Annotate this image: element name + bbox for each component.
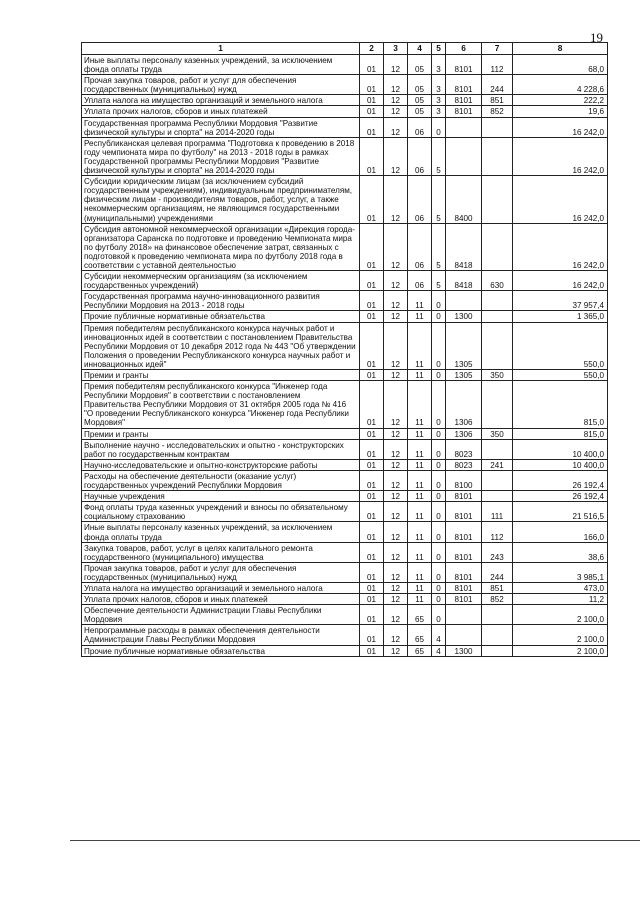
code-expense-type: 241 [482, 459, 513, 470]
code-section: 01 [360, 502, 384, 522]
code-subprogram: 5 [432, 176, 446, 223]
code-target: 1300 [446, 311, 482, 322]
row-description: Премии и гранты [82, 428, 360, 439]
row-amount: 16 242,0 [513, 271, 608, 291]
code-expense-type [482, 137, 513, 175]
row-amount: 37 957,4 [513, 291, 608, 311]
table-row [82, 117, 608, 137]
row-description: Субсидия автономной некоммерческой организации «Дирекция города-организатора Саранска по подготовке и проведению Чемпионата мира по футболу 2018» на финансовое обеспечение затрат, связанных с подготовкой к проведению чемпионата мира по футболу 2018 года в соответствии с уставной деятельностью [82, 223, 360, 270]
code-subsection: 12 [384, 625, 408, 645]
code-expense-type [482, 470, 513, 490]
row-amount: 815,0 [513, 428, 608, 439]
budget-table [81, 42, 608, 657]
code-program: 11 [408, 522, 432, 542]
row-description: Уплата прочих налогов, сборов и иных платежей [82, 106, 360, 117]
row-amount: 2 100,0 [513, 605, 608, 625]
row-amount: 4 228,6 [513, 75, 608, 95]
column-header: 7 [482, 43, 513, 55]
table-row [82, 645, 608, 656]
budget-table-body [82, 55, 608, 657]
code-subsection: 12 [384, 223, 408, 270]
code-target: 1306 [446, 381, 482, 428]
code-expense-type [482, 645, 513, 656]
code-section: 01 [360, 542, 384, 562]
row-description: Государственная программа Республики Мордовия "Развитие физической культуры и спорта" на 2014-2020 годы [82, 117, 360, 137]
code-subsection: 12 [384, 106, 408, 117]
code-expense-type: 350 [482, 370, 513, 381]
code-expense-type: 852 [482, 106, 513, 117]
code-expense-type: 112 [482, 55, 513, 75]
code-subprogram: 0 [432, 117, 446, 137]
code-section: 01 [360, 291, 384, 311]
code-program: 06 [408, 271, 432, 291]
row-amount: 21 516,5 [513, 502, 608, 522]
code-subprogram: 0 [432, 502, 446, 522]
row-amount: 16 242,0 [513, 223, 608, 270]
table-row [82, 428, 608, 439]
row-amount: 68,0 [513, 55, 608, 75]
code-subsection: 12 [384, 605, 408, 625]
code-section: 01 [360, 137, 384, 175]
column-header: 5 [432, 43, 446, 55]
code-program: 06 [408, 223, 432, 270]
code-subsection: 12 [384, 322, 408, 369]
code-subsection: 12 [384, 562, 408, 582]
code-target: 8101 [446, 562, 482, 582]
code-subprogram: 0 [432, 370, 446, 381]
code-program: 65 [408, 625, 432, 645]
code-section: 01 [360, 625, 384, 645]
code-expense-type: 243 [482, 542, 513, 562]
code-program: 11 [408, 491, 432, 502]
code-section: 01 [360, 594, 384, 605]
code-subprogram: 0 [432, 322, 446, 369]
code-program: 06 [408, 137, 432, 175]
code-subprogram: 0 [432, 522, 446, 542]
code-section: 01 [360, 582, 384, 593]
code-section: 01 [360, 95, 384, 106]
code-section: 01 [360, 370, 384, 381]
code-expense-type: 112 [482, 522, 513, 542]
code-target: 1305 [446, 322, 482, 369]
code-program: 05 [408, 106, 432, 117]
code-subprogram: 3 [432, 95, 446, 106]
code-expense-type: 244 [482, 75, 513, 95]
code-section: 01 [360, 223, 384, 270]
code-section: 01 [360, 491, 384, 502]
code-program: 11 [408, 542, 432, 562]
row-description: Выполнение научно - исследовательских и опытно - конструкторских работ по государственным контрактам [82, 439, 360, 459]
table-row [82, 522, 608, 542]
row-description: Уплата прочих налогов, сборов и иных платежей [82, 594, 360, 605]
code-target: 8101 [446, 542, 482, 562]
code-target: 1305 [446, 370, 482, 381]
code-section: 01 [360, 55, 384, 75]
code-subprogram: 5 [432, 271, 446, 291]
code-expense-type: 630 [482, 271, 513, 291]
code-section: 01 [360, 117, 384, 137]
code-target: 8101 [446, 75, 482, 95]
code-subsection: 12 [384, 95, 408, 106]
row-amount: 11,2 [513, 594, 608, 605]
row-description: Фонд оплаты труда казенных учреждений и взносы по обязательному социальному страхованию [82, 502, 360, 522]
code-expense-type [482, 311, 513, 322]
row-amount: 1 365,0 [513, 311, 608, 322]
code-subsection: 12 [384, 439, 408, 459]
table-row [82, 176, 608, 223]
table-row [82, 491, 608, 502]
code-program: 05 [408, 95, 432, 106]
code-subsection: 12 [384, 428, 408, 439]
scan-edge-line [70, 840, 640, 841]
code-expense-type [482, 322, 513, 369]
code-subsection: 12 [384, 370, 408, 381]
code-subprogram: 0 [432, 439, 446, 459]
code-subsection: 12 [384, 271, 408, 291]
table-row [82, 625, 608, 645]
row-description: Государственная программа научно-инновационного развития Республики Мордовия на 2013 - 2018 годы [82, 291, 360, 311]
code-expense-type [482, 625, 513, 645]
code-section: 01 [360, 439, 384, 459]
code-program: 11 [408, 370, 432, 381]
code-section: 01 [360, 381, 384, 428]
code-subprogram: 0 [432, 381, 446, 428]
code-subprogram: 0 [432, 594, 446, 605]
code-program: 11 [408, 381, 432, 428]
code-expense-type: 350 [482, 428, 513, 439]
code-program: 05 [408, 75, 432, 95]
row-amount: 26 192,4 [513, 491, 608, 502]
table-row [82, 106, 608, 117]
row-amount: 815,0 [513, 381, 608, 428]
code-section: 01 [360, 271, 384, 291]
code-section: 01 [360, 322, 384, 369]
row-amount: 16 242,0 [513, 176, 608, 223]
code-expense-type: 244 [482, 562, 513, 582]
row-description: Научно-исследовательские и опытно-конструкторские работы [82, 459, 360, 470]
code-section: 01 [360, 522, 384, 542]
row-amount: 550,0 [513, 370, 608, 381]
code-subprogram: 0 [432, 311, 446, 322]
code-target: 8101 [446, 491, 482, 502]
table-row [82, 470, 608, 490]
code-subprogram: 0 [432, 470, 446, 490]
table-row [82, 542, 608, 562]
code-expense-type: 851 [482, 582, 513, 593]
row-description: Субсидии некоммерческим организациям (за исключением государственных учреждений) [82, 271, 360, 291]
code-section: 01 [360, 428, 384, 439]
code-target: 8418 [446, 223, 482, 270]
code-target: 8101 [446, 582, 482, 593]
code-expense-type [482, 291, 513, 311]
row-description: Уплата налога на имущество организаций и земельного налога [82, 582, 360, 593]
code-target [446, 625, 482, 645]
code-target: 8101 [446, 522, 482, 542]
code-target: 8400 [446, 176, 482, 223]
row-description: Научные учреждения [82, 491, 360, 502]
table-row [82, 271, 608, 291]
code-subsection: 12 [384, 311, 408, 322]
row-description: Расходы на обеспечение деятельности (оказание услуг) государственных учреждений Республики Мордовия [82, 470, 360, 490]
code-subsection: 12 [384, 542, 408, 562]
code-target [446, 117, 482, 137]
row-description: Премия победителям республиканского конкурса "Инженер года Республики Мордовия" в соответствии с постановлением Правительства Республики Мордовия от 31 октября 2005 года № 416 "О проведении Республиканского конкурса "Инженер года Республики Мордовия" [82, 381, 360, 428]
code-program: 11 [408, 502, 432, 522]
code-expense-type [482, 381, 513, 428]
row-amount: 550,0 [513, 322, 608, 369]
code-expense-type: 851 [482, 95, 513, 106]
table-row [82, 562, 608, 582]
row-amount: 38,6 [513, 542, 608, 562]
code-subsection: 12 [384, 176, 408, 223]
table-row [82, 137, 608, 175]
header-row [82, 43, 608, 55]
row-amount: 473,0 [513, 582, 608, 593]
code-subsection: 12 [384, 491, 408, 502]
code-subsection: 12 [384, 582, 408, 593]
row-description: Обеспечение деятельности Администрации Главы Республики Мордовия [82, 605, 360, 625]
code-target [446, 605, 482, 625]
row-amount: 10 400,0 [513, 439, 608, 459]
code-subprogram: 0 [432, 428, 446, 439]
code-program: 11 [408, 439, 432, 459]
code-section: 01 [360, 645, 384, 656]
row-amount: 222,2 [513, 95, 608, 106]
row-description: Премия победителям республиканского конкурса научных работ и инновационных идей в соответствии с постановлением Правительства Республики Мордовия от 10 декабря 2012 года № 443 "Об утверждении Положения о проведении Республиканского конкурса научных работ и инновационных идей" [82, 322, 360, 369]
code-subprogram: 5 [432, 137, 446, 175]
row-description: Прочая закупка товаров, работ и услуг для обеспечения государственных (муниципальных) нужд [82, 75, 360, 95]
code-subsection: 12 [384, 291, 408, 311]
code-target: 8100 [446, 470, 482, 490]
code-subsection: 12 [384, 55, 408, 75]
code-target: 8023 [446, 439, 482, 459]
row-description: Иные выплаты персоналу казенных учреждений, за исключением фонда оплаты труда [82, 522, 360, 542]
code-subprogram: 4 [432, 645, 446, 656]
code-subsection: 12 [384, 75, 408, 95]
code-subprogram: 3 [432, 106, 446, 117]
table-row [82, 311, 608, 322]
code-target: 1300 [446, 645, 482, 656]
row-description: Прочие публичные нормативные обязательства [82, 645, 360, 656]
code-section: 01 [360, 459, 384, 470]
table-row [82, 439, 608, 459]
table-row [82, 370, 608, 381]
table-row [82, 582, 608, 593]
code-program: 11 [408, 562, 432, 582]
table-row [82, 322, 608, 369]
table-row [82, 459, 608, 470]
code-subprogram: 0 [432, 291, 446, 311]
code-program: 11 [408, 311, 432, 322]
code-target: 8101 [446, 594, 482, 605]
row-amount: 2 100,0 [513, 645, 608, 656]
row-description: Субсидии юридическим лицам (за исключением субсидий государственным учреждениям), индивидуальным предпринимателям, физическим лицам - производителям товаров, работ, услуг, а также некоммерческим организациям, не являющимся государственными (муниципальными) учреждениями [82, 176, 360, 223]
code-subprogram: 0 [432, 562, 446, 582]
code-section: 01 [360, 176, 384, 223]
code-subsection: 12 [384, 459, 408, 470]
column-header: 2 [360, 43, 384, 55]
row-description: Уплата налога на имущество организаций и земельного налога [82, 95, 360, 106]
column-header: 3 [384, 43, 408, 55]
code-subprogram: 0 [432, 582, 446, 593]
code-target: 8101 [446, 106, 482, 117]
row-amount: 19,6 [513, 106, 608, 117]
code-section: 01 [360, 470, 384, 490]
table-row [82, 605, 608, 625]
code-section: 01 [360, 311, 384, 322]
code-program: 65 [408, 645, 432, 656]
code-program: 11 [408, 291, 432, 311]
code-target [446, 137, 482, 175]
code-program: 11 [408, 428, 432, 439]
row-description: Непрограммные расходы в рамках обеспечения деятельности Администрации Главы Республики Мордовия [82, 625, 360, 645]
code-section: 01 [360, 605, 384, 625]
code-subsection: 12 [384, 470, 408, 490]
table-row [82, 502, 608, 522]
code-subprogram: 0 [432, 491, 446, 502]
code-program: 05 [408, 55, 432, 75]
page-number: 19 [590, 30, 603, 45]
code-subprogram: 3 [432, 55, 446, 75]
code-expense-type [482, 491, 513, 502]
code-subsection: 12 [384, 594, 408, 605]
code-expense-type [482, 117, 513, 137]
code-target: 8101 [446, 55, 482, 75]
code-target: 8418 [446, 271, 482, 291]
code-target: 8101 [446, 95, 482, 106]
row-amount: 16 242,0 [513, 137, 608, 175]
code-target [446, 291, 482, 311]
code-program: 06 [408, 117, 432, 137]
code-expense-type [482, 223, 513, 270]
table-row [82, 95, 608, 106]
table-row [82, 594, 608, 605]
code-subprogram: 4 [432, 625, 446, 645]
code-subprogram: 0 [432, 605, 446, 625]
code-expense-type [482, 176, 513, 223]
code-subsection: 12 [384, 645, 408, 656]
row-description: Закупка товаров, работ, услуг в целях капитального ремонта государственного (муниципального) имущества [82, 542, 360, 562]
code-program: 11 [408, 582, 432, 593]
code-section: 01 [360, 106, 384, 117]
code-subprogram: 5 [432, 223, 446, 270]
row-description: Премии и гранты [82, 370, 360, 381]
table-row [82, 381, 608, 428]
code-expense-type [482, 605, 513, 625]
code-expense-type [482, 439, 513, 459]
code-expense-type: 111 [482, 502, 513, 522]
column-header: 4 [408, 43, 432, 55]
table-row [82, 223, 608, 270]
column-header: 6 [446, 43, 482, 55]
row-amount: 166,0 [513, 522, 608, 542]
code-expense-type: 852 [482, 594, 513, 605]
code-target: 8023 [446, 459, 482, 470]
row-description: Прочие публичные нормативные обязательства [82, 311, 360, 322]
code-subsection: 12 [384, 381, 408, 428]
code-target: 8101 [446, 502, 482, 522]
code-target: 1306 [446, 428, 482, 439]
code-subsection: 12 [384, 502, 408, 522]
code-subprogram: 0 [432, 542, 446, 562]
code-program: 11 [408, 459, 432, 470]
code-subsection: 12 [384, 117, 408, 137]
code-program: 11 [408, 594, 432, 605]
row-amount: 2 100,0 [513, 625, 608, 645]
row-amount: 26 192,4 [513, 470, 608, 490]
code-program: 11 [408, 322, 432, 369]
row-amount: 16 242,0 [513, 117, 608, 137]
column-header: 8 [513, 43, 608, 55]
code-program: 11 [408, 470, 432, 490]
column-header: 1 [82, 43, 360, 55]
row-description: Прочая закупка товаров, работ и услуг для обеспечения государственных (муниципальных) нужд [82, 562, 360, 582]
row-description: Республиканская целевая программа "Подготовка к проведению в 2018 году чемпионата мира по футболу" на 2013 - 2018 годы в рамках Государственной программы Республики Мордовия "Развитие физической культуры и спорта" на 2014-2020 годы [82, 137, 360, 175]
code-program: 06 [408, 176, 432, 223]
table-row [82, 75, 608, 95]
row-amount: 10 400,0 [513, 459, 608, 470]
code-subsection: 12 [384, 522, 408, 542]
row-description: Иные выплаты персоналу казенных учреждений, за исключением фонда оплаты труда [82, 55, 360, 75]
row-amount: 3 985,1 [513, 562, 608, 582]
table-row [82, 291, 608, 311]
code-section: 01 [360, 562, 384, 582]
code-subprogram: 3 [432, 75, 446, 95]
code-section: 01 [360, 75, 384, 95]
code-subsection: 12 [384, 137, 408, 175]
code-subprogram: 0 [432, 459, 446, 470]
table-row [82, 55, 608, 75]
code-program: 65 [408, 605, 432, 625]
